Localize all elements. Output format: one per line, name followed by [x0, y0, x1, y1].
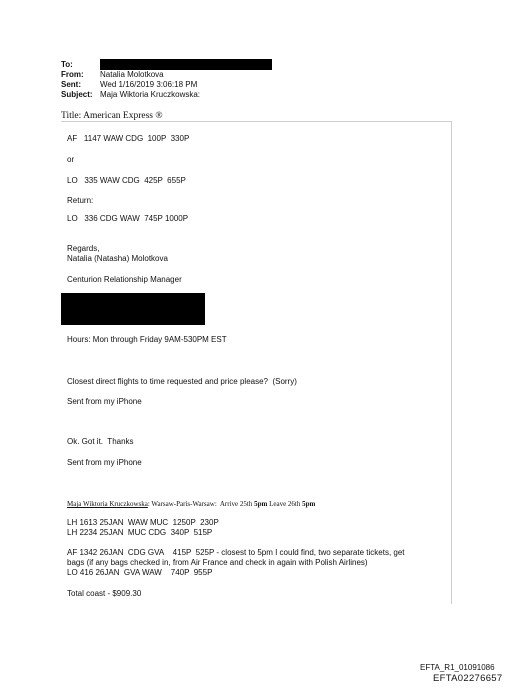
lh-flight-1: LH 1613 25JAN WAW MUC 1250P 230P	[67, 518, 219, 527]
quoted-header: Maja Wiktoria Kruczkowska: Warsaw-Paris-Warsaw: Arrive 25th 5pm Leave 26th 5pm	[67, 500, 316, 508]
sent-from-iphone-1: Sent from my iPhone	[67, 397, 142, 406]
lo-flight: LO 416 26JAN GVA WAW 740P 955P	[67, 568, 213, 577]
redaction-to	[100, 59, 272, 70]
total-cost: Total coast - $909.30	[67, 589, 142, 598]
bates-number-2: EFTA02276657	[433, 673, 503, 684]
signer-name: Natalia (Natasha) Molotkova	[67, 254, 168, 263]
lh-flight-2: LH 2234 25JAN MUC CDG 340P 515P	[67, 528, 213, 537]
question-text: Closest direct flights to time requested and price please? (Sorry)	[67, 377, 297, 386]
af-flight-line-1: AF 1342 26JAN CDG GVA 415P 525P - closest to 5pm I could find, two separate tickets, get	[67, 548, 405, 557]
sent-label: Sent:	[61, 80, 81, 89]
signer-role: Centurion Relationship Manager	[67, 275, 182, 284]
sent-value: Wed 1/16/2019 3:06:18 PM	[100, 80, 198, 89]
bates-number-1: EFTA_R1_01091086	[420, 663, 495, 672]
flight-line-1: AF 1147 WAW CDG 100P 330P	[67, 134, 190, 143]
document-title: Title: American Express ®	[61, 111, 163, 121]
sent-from-iphone-2: Sent from my iPhone	[67, 458, 142, 467]
to-label: To:	[61, 60, 73, 69]
subject-label: Subject:	[61, 90, 93, 99]
quoted-sender-name: Maja Wiktoria Kruczkowska	[67, 500, 148, 508]
redaction-signature	[61, 293, 205, 325]
flight-line-2: LO 335 WAW CDG 425P 655P	[67, 176, 186, 185]
af-flight-line-2: bags (if any bags checked in, from Air France and check in again with Polish Airlines)	[67, 558, 368, 567]
subject-value: Maja Wiktoria Kruczkowska:	[100, 90, 201, 99]
regards-text: Regards,	[67, 244, 100, 253]
return-label: Return:	[67, 196, 94, 205]
flight-line-3: LO 336 CDG WAW 745P 1000P	[67, 214, 189, 223]
from-value: Natalia Molotkova	[100, 70, 164, 79]
ok-text: Ok. Got it. Thanks	[67, 437, 134, 446]
from-label: From:	[61, 70, 84, 79]
or-text: or	[67, 155, 75, 164]
hours-text: Hours: Mon through Friday 9AM-530PM EST	[67, 335, 227, 344]
